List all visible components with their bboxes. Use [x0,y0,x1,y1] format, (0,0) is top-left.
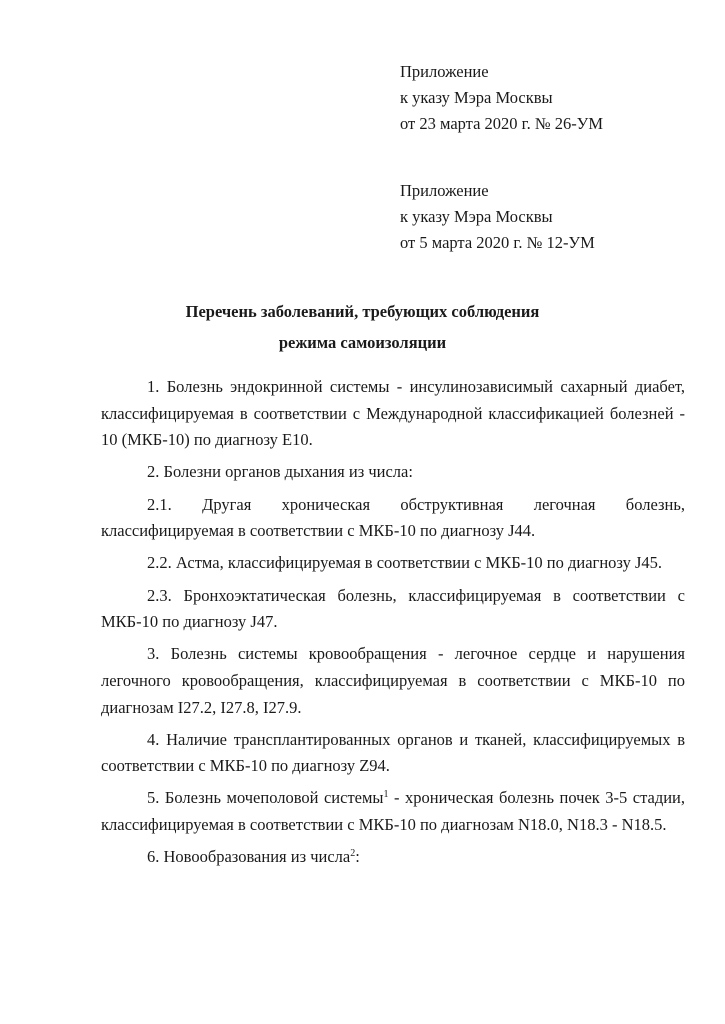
item-5-text-end: - хроническая болезнь почек 3-5 стадии, классифицируемая в соответствии с МКБ-10 по диагнозам N18.0, N18.3 - N18.5. [101,788,686,835]
list-item-2-1: 2.1. Другая хроническая обструктивная легочная болезнь, классифицируемая в соответствии с МКБ-10 по диагнозу J44. [101,494,685,541]
appendix-label: Приложение [400,62,489,81]
list-item-2-3: 2.3. Бронхоэктатическая болезнь, классифицируемая в соответствии с МКБ-10 по диагнозу J47. [101,585,685,632]
list-item-5 [101,785,685,838]
title-line-1: Перечень заболеваний, требующих соблюдения [185,302,540,321]
list-item-4: 4. Наличие трансплантированных органов и тканей, классифицируемых в соответствии с МКБ-10 по диагнозу Z94. [101,729,685,776]
appendix-decree-date: от 23 марта 2020 г. № 26-УМ [400,114,604,133]
list-item-1: 1. Болезнь эндокринной системы - инсулинозависимый сахарный диабет, классифицируемая в соответствии с Международной классификацией болезней - 10 (МКБ-10) по диагнозу E10. [101,377,685,450]
item-5-text-start: 5. Болезнь мочеполовой системы [147,788,384,808]
appendix-decree-date: от 5 марта 2020 г. № 12-УМ [400,233,595,252]
item-6-text-start: 6. Новообразования из числа [147,847,351,867]
disease-list [101,374,685,876]
list-item-2-2: 2.2. Астма, классифицируемая в соответствии с МКБ-10 по диагнозу J45. [147,553,662,573]
appendix-label: Приложение [400,181,489,200]
list-item-3: 3. Болезнь системы кровообращения - легочное сердце и нарушения легочного кровообращения, классифицируемая в соответствии с МКБ-10 по диагнозам I27.2, I27.8, I27.9. [101,644,685,717]
appendix-header-current [400,59,603,137]
footnote-marker-2: 2 [350,848,356,860]
list-item-6 [101,844,685,871]
document-title [0,296,725,358]
footnote-marker-1: 1 [383,789,389,801]
appendix-decree-ref: к указу Мэра Москвы [400,207,553,226]
title-line-2: режима самоизоляции [278,333,447,352]
item-6-text-end: : [355,847,360,867]
appendix-decree-ref: к указу Мэра Москвы [400,88,553,107]
appendix-header-original [400,178,595,256]
list-item-2: 2. Болезни органов дыхания из числа: [147,462,413,482]
